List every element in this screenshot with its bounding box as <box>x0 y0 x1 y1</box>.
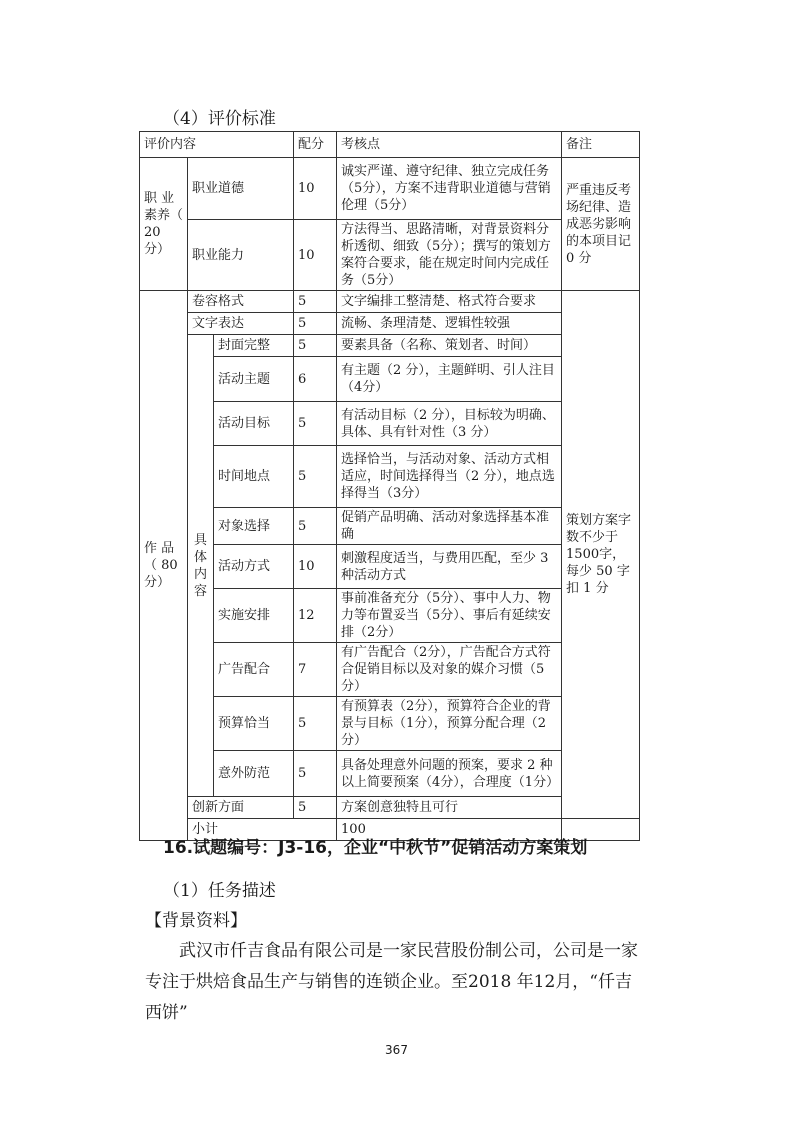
point-cell: 促销产品明确、活动对象选择基本准确 <box>337 508 562 545</box>
score-cell: 10 <box>294 545 337 589</box>
item-cell: 广告配合 <box>214 643 294 697</box>
item-cell: 活动方式 <box>214 545 294 589</box>
point-cell: 文字编排工整清楚、格式符合要求 <box>337 291 562 313</box>
note-work: 策划方案字数不少于1500字，每少 50 字扣 1 分 <box>562 291 640 819</box>
group-work: 作 品（ 80 分） <box>140 291 188 841</box>
item-cell: 对象选择 <box>214 508 294 545</box>
item-cell: 活动目标 <box>214 402 294 446</box>
item-cell: 文字表达 <box>188 313 294 335</box>
point-cell: 有主题（2 分），主题鲜明、引人注目（4分） <box>337 357 562 402</box>
point-cell: 选择恰当，与活动对象、活动方式相适应，时间选择得当（2 分），地点选择得当（3分） <box>337 446 562 508</box>
question-title: 16.试题编号：J3-16，企业“中秋节”促销活动方案策划 <box>163 838 588 858</box>
page-number: 367 <box>385 1043 408 1057</box>
table-row <box>140 291 640 313</box>
score-cell: 5 <box>294 446 337 508</box>
score-cell: 6 <box>294 357 337 402</box>
point-cell: 有广告配合（2分），广告配合方式符合促销目标以及对象的媒介习惯（5分） <box>337 643 562 697</box>
point-cell: 有预算表（2分），预算符合企业的背景与目标（1分），预算分配合理（2分） <box>337 697 562 751</box>
body-paragraph: 武汉市仟吉食品有限公司是一家民营股份制公司，公司是一家专注于烘焙食品生产与销售的连锁企业。至2018 年12月，“仟吉西饼” <box>145 941 638 1023</box>
evaluation-table <box>139 131 640 841</box>
point-cell: 要素具备（名称、策划者、时间） <box>337 335 562 357</box>
score-cell: 5 <box>294 291 337 313</box>
subtotal-label: 小计 <box>188 819 337 841</box>
item-cell: 活动主题 <box>214 357 294 402</box>
item-cell: 创新方面 <box>188 797 294 819</box>
score-cell: 10 <box>294 220 337 291</box>
score-cell: 5 <box>294 335 337 357</box>
score-cell: 7 <box>294 643 337 697</box>
score-cell: 5 <box>294 508 337 545</box>
task-heading: （1）任务描述 <box>163 881 276 901</box>
score-cell: 5 <box>294 797 337 819</box>
background-heading: 【背景资料】 <box>145 911 247 931</box>
item-cell: 实施安排 <box>214 589 294 643</box>
score-cell: 10 <box>294 158 337 220</box>
subtotal-score: 100 <box>337 819 562 841</box>
header-note: 备注 <box>562 132 640 158</box>
point-cell: 方法得当、思路清晰，对背景资料分析透彻、细致（5分）；撰写的策划方案符合要求，能在规定时间内完成任务（5分） <box>337 220 562 291</box>
score-cell: 12 <box>294 589 337 643</box>
item-cell: 意外防范 <box>214 751 294 797</box>
header-content: 评价内容 <box>140 132 294 158</box>
section-title: （4）评价标准 <box>163 109 276 129</box>
score-cell: 5 <box>294 751 337 797</box>
point-cell: 刺激程度适当，与费用匹配，至少 3 种活动方式 <box>337 545 562 589</box>
point-cell: 诚实严谨、遵守纪律、独立完成任务（5分），方案不违背职业道德与营销伦理（5分） <box>337 158 562 220</box>
table-row <box>140 158 640 220</box>
item-cell: 卷容格式 <box>188 291 294 313</box>
score-cell: 5 <box>294 313 337 335</box>
item-cell: 时间地点 <box>214 446 294 508</box>
score-cell: 5 <box>294 402 337 446</box>
item-cell: 职业能力 <box>188 220 294 291</box>
point-cell: 流畅、条理清楚、逻辑性较强 <box>337 313 562 335</box>
point-cell: 具备处理意外问题的预案，要求 2 种以上简要预案（4分），合理度（1分） <box>337 751 562 797</box>
header-score: 配分 <box>294 132 337 158</box>
table-header-row <box>140 132 640 158</box>
item-cell: 封面完整 <box>214 335 294 357</box>
item-cell: 预算恰当 <box>214 697 294 751</box>
item-cell: 职业道德 <box>188 158 294 220</box>
score-cell: 5 <box>294 697 337 751</box>
group-specific: 具体内容 <box>188 335 214 797</box>
point-cell: 事前准备充分（5分）、事中人力、物力等布置妥当（5分）、事后有延续安排（2分） <box>337 589 562 643</box>
group-professional: 职 业素养（ 20 分） <box>140 158 188 291</box>
header-point: 考核点 <box>337 132 562 158</box>
note-professional: 严重违反考场纪律、造成恶劣影响的本项目记 0 分 <box>562 158 640 291</box>
point-cell: 有活动目标（2 分），目标较为明确、具体、具有针对性（3 分） <box>337 402 562 446</box>
point-cell: 方案创意独特且可行 <box>337 797 562 819</box>
